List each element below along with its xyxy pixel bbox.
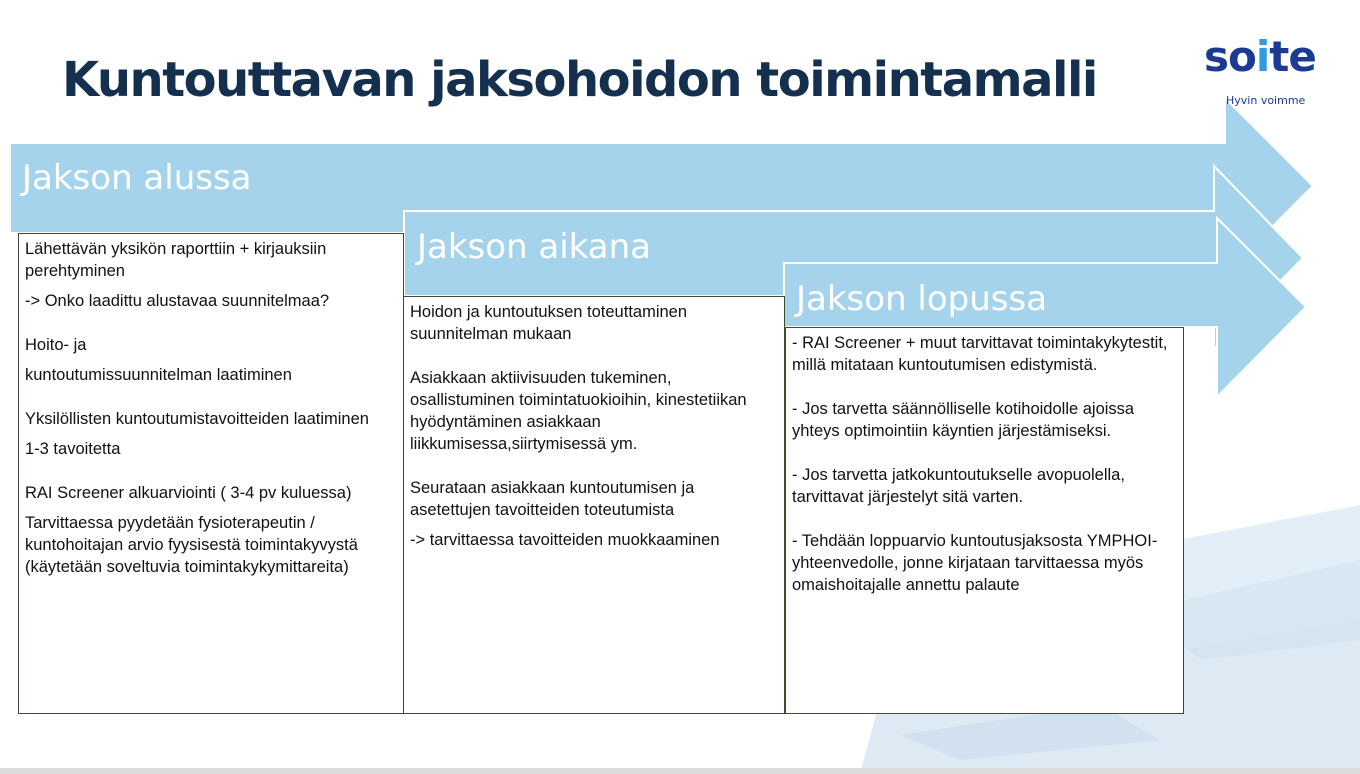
phase-1-item: Yksilöllisten kuntoutumistavoitteiden laatiminen (25, 410, 369, 428)
phase-1-item: 1-3 tavoitetta (25, 440, 121, 458)
phase-2-item: Hoidon ja kuntoutuksen toteuttaminen suunnitelman mukaan (410, 303, 688, 343)
phase-2-item: -> tarvittaessa tavoitteiden muokkaaminen (410, 531, 720, 549)
phase-1-item: kuntoutumissuunnitelman laatiminen (25, 366, 292, 384)
phase-3-label: Jakson lopussa (796, 279, 1048, 319)
logo-wordmark: soite (1204, 32, 1316, 81)
phase-3-item: - Jos tarvetta säännölliselle kotihoidolle ajoissa yhteys optimointiin käyntien järjestämiseksi. (792, 400, 1135, 440)
phase-3-item: - Tehdään loppuarvio kuntoutusjaksosta YMPHOI-yhteenvedolle, jonne kirjataan tarvittaessa myös omaishoitajalle annettu palaute (792, 532, 1158, 594)
page-title: Kuntouttavan jaksohoidon toimintamalli (62, 52, 1097, 108)
bottom-bar (0, 768, 1360, 774)
phase-1-item: Tarvittaessa pyydetään fysioterapeutin / kuntohoitajan arvio fyysisestä toimintakyvystä (käytetään soveltuvia toimintakykymittareita) (25, 514, 358, 576)
phase-2-label: Jakson aikana (417, 227, 652, 267)
phase-1-item: Lähettävän yksikön raporttiin + kirjauksiin perehtyminen (25, 240, 327, 280)
logo-tagline: Hyvin voimme (1226, 94, 1306, 107)
phase-3-box (785, 327, 1184, 714)
phase-1-box (18, 233, 404, 714)
phase-3-item: - Jos tarvetta jatkokuntoutukselle avopuolella, tarvittavat järjestelyt sitä varten. (792, 466, 1125, 506)
phase-1-label: Jakson alussa (22, 158, 252, 198)
phase-2-item: Asiakkaan aktiivisuuden tukeminen, osallistuminen toimintatuokioihin, kinestetiikan hyödyntäminen asiakkaan liikkumisessa,siirtymisessä ym. (410, 369, 747, 453)
phase-2-item: Seurataan asiakkaan kuntoutumisen ja asetettujen tavoitteiden toteutumista (410, 479, 695, 519)
phase-3-item: - RAI Screener + muut tarvittavat toimintakykytestit, millä mitataan kuntoutumisen edistymistä. (792, 334, 1168, 374)
phase-1-item: RAI Screener alkuarviointi ( 3-4 pv kuluessa) (25, 484, 352, 502)
phase-1-item: Hoito- ja (25, 336, 87, 354)
phase-2-box (403, 296, 785, 714)
phase-1-item: -> Onko laadittu alustavaa suunnitelmaa? (25, 292, 330, 310)
soite-logo (1200, 32, 1330, 107)
